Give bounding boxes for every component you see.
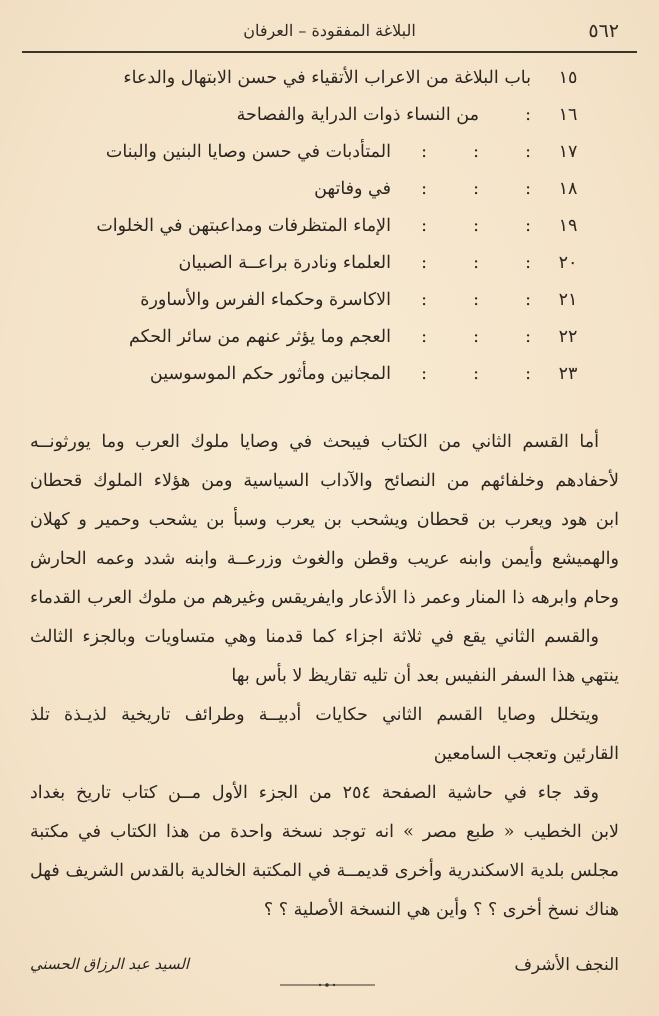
ditto-mark: : — [525, 253, 531, 273]
page-header — [22, 18, 637, 48]
item-number: ١٨ — [558, 179, 578, 199]
item-number: ١٩ — [558, 216, 578, 236]
ditto-mark: : — [421, 327, 427, 347]
item-title: المجانين ومأثور حكم الموسوسين — [149, 364, 391, 384]
list-item — [80, 171, 619, 208]
list-item — [80, 60, 619, 97]
ditto-mark: : — [525, 179, 531, 199]
page-number: ٥٦٢ — [588, 20, 619, 42]
list-item — [80, 97, 619, 134]
list-item — [80, 282, 619, 319]
item-title: العلماء ونادرة براعــة الصبيان — [178, 253, 391, 273]
ditto-mark: : — [421, 142, 427, 162]
ditto-mark: : — [473, 253, 479, 273]
ditto-mark: : — [473, 364, 479, 384]
item-title: الاكاسرة وحكماء الفرس والأساورة — [140, 290, 391, 310]
signature-block — [30, 955, 619, 985]
item-number: ٢٣ — [558, 364, 578, 384]
list-item — [80, 134, 619, 171]
list-item — [80, 208, 619, 245]
ditto-mark: : — [525, 290, 531, 310]
text-line: لأحفادهم وخلفائهم من النصائح والآداب السياسية ومن هؤلاء الملوك قحطان — [30, 471, 619, 491]
item-title: باب البلاغة من الاعراب الأتقياء في حسن الابتهال والدعاء — [123, 68, 531, 88]
text-line: وقد جاء في حاشية الصفحة ٢٥٤ من الجزء الأول مــن كتاب تاريخ بغداد — [30, 783, 599, 803]
ditto-mark: : — [421, 290, 427, 310]
ditto-mark: : — [473, 327, 479, 347]
list-item — [80, 245, 619, 282]
text-line: ابن هود ويعرب بن قحطان ويشحب بن يعرب وسبأ بن يشحب وحمير و كهلان — [30, 510, 619, 530]
item-number: ٢٠ — [558, 253, 578, 273]
list-item — [80, 319, 619, 356]
item-number: ٢٢ — [558, 327, 578, 347]
item-number: ٢١ — [558, 290, 578, 310]
item-number: ١٦ — [558, 105, 578, 125]
ditto-mark: : — [473, 290, 479, 310]
signature-place: النجف الأشرف — [514, 955, 619, 975]
list-item — [80, 356, 619, 393]
item-title: من النساء ذوات الدراية والفصاحة — [236, 105, 479, 125]
text-line: القارئين وتعجب السامعين — [433, 744, 619, 764]
text-line: والقسم الثاني يقع في ثلاثة اجزاء كما قدمنا وهي متساويات وبالجزء الثالث — [30, 627, 599, 647]
ditto-mark: : — [525, 364, 531, 384]
ditto-mark: : — [525, 105, 531, 125]
ditto-mark: : — [473, 142, 479, 162]
item-title: العجم وما يؤثر عنهم من سائر الحكم — [128, 327, 391, 347]
ditto-mark: : — [421, 253, 427, 273]
body-text — [30, 423, 619, 930]
item-number: ١٧ — [558, 142, 578, 162]
running-title: البلاغة المفقودة – العرفان — [243, 21, 416, 40]
chapter-list — [80, 60, 619, 393]
item-title: المتأدبات في حسن وصايا البنين والبنات — [105, 142, 391, 162]
ditto-mark: : — [473, 216, 479, 236]
text-line: ينتهي هذا السفر النفيس بعد أن تليه تقاريظ لا بأس بها — [231, 666, 619, 686]
ditto-mark: : — [525, 327, 531, 347]
ditto-mark: : — [473, 179, 479, 199]
ditto-mark: : — [525, 216, 531, 236]
ditto-mark: : — [421, 179, 427, 199]
text-line: أما القسم الثاني من الكتاب فيبحث في وصايا ملوك العرب وما يورثونــه — [30, 432, 599, 452]
item-title: في وفاتهن — [314, 179, 391, 199]
ditto-mark: : — [421, 364, 427, 384]
text-line: وحام وابرهه ذا المنار وعمر ذا الأذعار وايفريقس وغيرهم من ملوك العرب القدماء — [30, 588, 619, 608]
text-line: هناك نسخ أخرى ؟ ؟ وأين هي النسخة الأصلية ؟ ؟ — [263, 900, 619, 920]
item-number: ١٥ — [558, 68, 578, 88]
item-title: الإماء المتظرفات ومداعبتهن في الخلوات — [96, 216, 391, 236]
text-line: مجلس بلدية الاسكندرية وأخرى قديمــة في المكتبة الخالدية بالقدس الشريف فهل — [30, 861, 619, 881]
ditto-mark: : — [421, 216, 427, 236]
signature-name: السيد عبد الرزاق الحسني — [30, 955, 190, 973]
ditto-mark: : — [525, 142, 531, 162]
text-line: والهميشع وأيمن وابنه عريب وقطن والغوث وزرعــة وابنه شدد وعمه الحارش — [30, 549, 619, 569]
text-line: ويتخلل وصايا القسم الثاني حكايات أدبيــة وطرائف تاريخية لذيـذة تلذ — [30, 705, 599, 725]
end-ornament-icon — [280, 983, 375, 987]
header-rule — [140, 51, 637, 53]
text-line: لابن الخطيب « طبع مصر » انه توجد نسخة واحدة من هذا الكتاب في مكتبة — [30, 822, 619, 842]
